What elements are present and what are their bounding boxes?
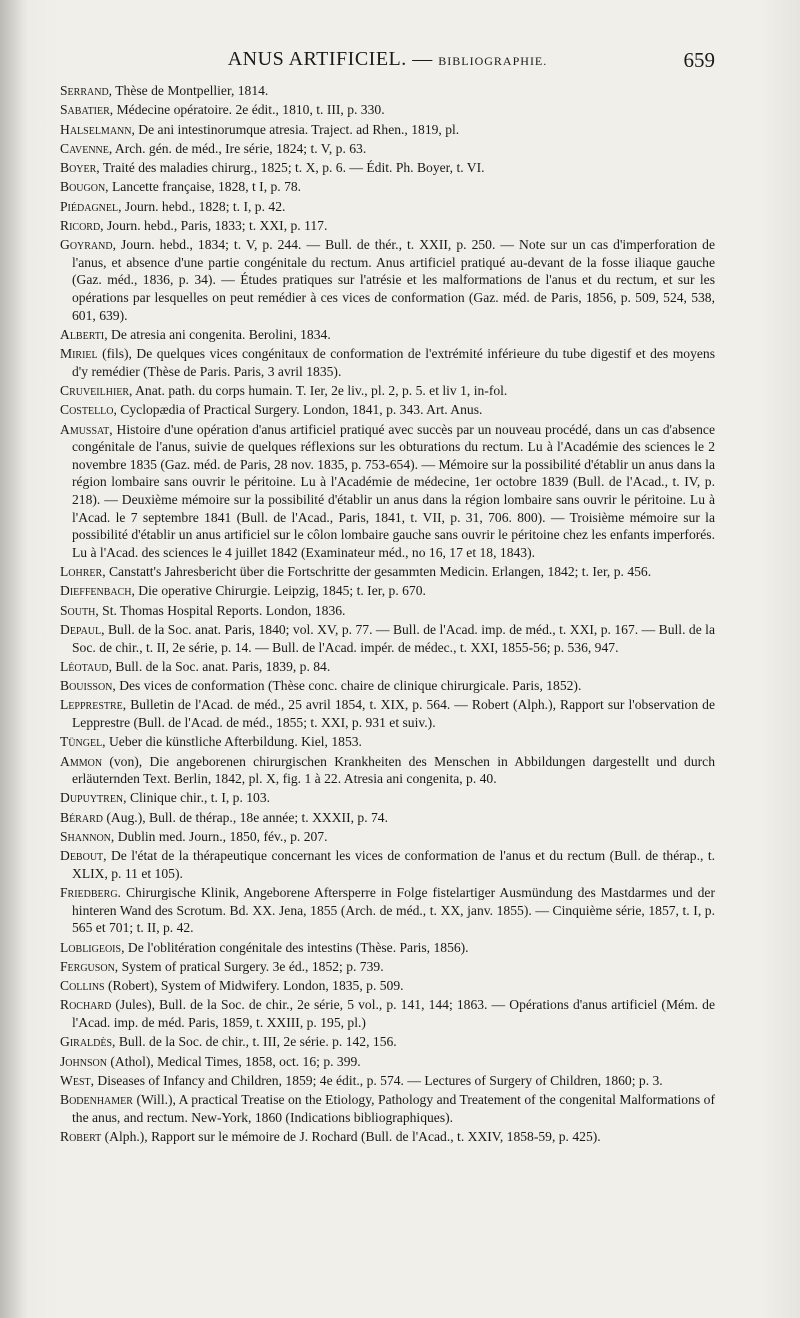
bibliography-entry — [60, 1128, 715, 1146]
entry-text: Anat. path. du corps humain. T. Ier, 2e liv., pl. 2, p. 5. et liv 1, in-fol. — [132, 383, 508, 399]
bibliography-entry — [60, 345, 715, 380]
entry-author: Goyrand, — [60, 237, 116, 253]
bibliography-entry — [60, 753, 715, 788]
running-title-main: ANUS ARTIFICIEL. — — [227, 48, 439, 70]
entry-author: West, — [60, 1072, 95, 1088]
entry-text: System of pratical Surgery. 3e éd., 1852; p. 739. — [118, 958, 384, 974]
entry-author: Ricord, — [60, 217, 104, 233]
binding-shadow — [0, 0, 28, 1318]
entry-text: Die operative Chirurgie. Leipzig, 1845; t. Ier, p. 670. — [134, 583, 426, 599]
entry-author: Rochard — [60, 997, 112, 1013]
bibliography-entry — [60, 1091, 715, 1126]
entry-text: (Jules), Bull. de la Soc. de chir., 2e série, 5 vol., p. 141, 144; 1863. — Opérations d'anus artificiel (Mém. de l'Acad. imp. de méd. Paris, 1859, t. XXIII, p. 195, pl.) — [72, 997, 715, 1030]
bibliography-list — [60, 82, 715, 1147]
entry-text: Des vices de conformation (Thèse conc. chaire de clinique chirurgicale. Paris, 1852). — [115, 678, 582, 694]
entry-text: Thèse de Montpellier, 1814. — [112, 83, 269, 98]
bibliography-entry — [60, 140, 715, 158]
page-number: 659 — [683, 48, 715, 72]
bibliography-entry — [60, 382, 715, 400]
entry-author: Amussat, — [60, 421, 113, 437]
entry-text: Diseases of Infancy and Children, 1859; 4e édit., p. 574. — Lectures of Surgery of Children, 1860; p. 3. — [94, 1072, 663, 1088]
entry-author: Serrand, — [60, 83, 113, 98]
bibliography-entry — [60, 1072, 715, 1090]
entry-text: Dublin med. Journ., 1850, fév., p. 207. — [114, 828, 328, 844]
entry-author: Robert — [60, 1129, 102, 1144]
entry-text: (von), Die angeborenen chirurgischen Krankheiten des Menschen in Abbildungen dargestellt und durch erläuternden Text. Berlin, 1842, pl. X, fig. 1 à 22. Atresia ani congenita, p. 40. — [72, 753, 715, 787]
entry-author: Halselmann, — [60, 121, 135, 137]
bibliography-entry — [60, 996, 715, 1031]
bibliography-entry — [60, 178, 715, 196]
entry-text: Lancette française, 1828, t I, p. 78. — [108, 179, 302, 195]
entry-text: Journ. hebd., Paris, 1833; t. XXI, p. 117. — [103, 217, 328, 233]
entry-text: (Will.), A practical Treatise on the Etiology, Pathology and Treatement of the congenital Malformations of the anus, and rectum. New-York, 1860 (Indications bibliographiques). — [72, 1092, 715, 1125]
entry-text: (Athol), Medical Times, 1858, oct. 16; p. 399. — [106, 1053, 361, 1069]
entry-text: Canstatt's Jahresbericht über die Fortschritte der gesammten Medicin. Erlangen, 1842; t. Ier, p. 456. — [105, 564, 652, 580]
entry-text: Journ. hebd., 1828; t. I, p. 42. — [121, 198, 286, 214]
entry-author: Giraldès, — [60, 1034, 116, 1050]
bibliography-entry — [60, 198, 715, 216]
entry-author: Lepprestre, — [60, 697, 127, 713]
bibliography-entry — [60, 1053, 715, 1071]
entry-author: Sabatier, — [60, 102, 114, 118]
bibliography-entry — [60, 236, 715, 324]
running-title-section: BIBLIOGRAPHIE. — [438, 54, 548, 68]
bibliography-entry — [60, 958, 715, 976]
entry-text: (Aug.), Bull. de thérap., 18e année; t. XXXII, p. 74. — [102, 809, 388, 825]
entry-author: Lohrer, — [60, 564, 106, 580]
entry-author: Lobligeois, — [60, 939, 125, 955]
entry-text: Arch. gén. de méd., Ire série, 1824; t. V, p. 63. — [112, 140, 367, 156]
entry-text: St. Thomas Hospital Reports. London, 1836. — [98, 602, 346, 618]
entry-author: Miriel — [60, 346, 98, 362]
entry-text: Bull. de la Soc. anat. Paris, 1840; vol. XV, p. 77. — Bull. de l'Acad. imp. de méd., t. XXI, p. 167. — Bull. de la Soc. de chir., t. II, 2e série, p. 14. — Bull. de l'Acad. impér. de médec., t. XXI, 1855-56; p. 536, 947. — [72, 621, 715, 655]
entry-author: Shannon, — [60, 828, 115, 844]
entry-text: Bull. de la Soc. anat. Paris, 1839, p. 84. — [112, 658, 331, 674]
bibliography-entry — [60, 696, 715, 731]
bibliography-entry — [60, 602, 715, 620]
bibliography-entry — [60, 733, 715, 751]
entry-text: (fils), De quelques vices congénitaux de conformation de l'extrémité inférieure du tube digestif et des moyens d'y remédier (Thèse de Paris. Paris, 3 avril 1835). — [72, 346, 715, 379]
entry-text: Histoire d'une opération d'anus artificiel pratiqué avec succès par un nouveau procédé, dans un cas d'absence congénitale de l'anus, suivie de quelques réflexions sur les obturations du rectum. Lu à l'Académie des sciences le 2 novembre 1835 (Gaz. méd. de Paris, 28 nov. 1835, p. 753-654). — Mémoire sur la possibilité d'établir un anus dans la région lombaire sans ouvrir le péritoine. Lu à l'Académie de médecine, 1er octobre 1839 (Bull. de l'Acad., t. IV, p. 218). — Deuxième mémoire sur la possibilité d'établir un anus dans la région lombaire sans ouvrir le péritoine. Lu à l'Acad. le 7 septembre 1841 (Bull. de l'Acad., Paris, 1841, t. VII, p. 31, 706. 800). — Troisième mémoire sur la possibilité d'établir un anus artificiel sur le côlon lombaire gauche sans ouvrir le péritoine chez les enfants imperforés. Lu à l'Acad. des sciences le 4 juillet 1842 (Examinateur méd., no 16, 17 et 18, 1843). — [72, 421, 715, 560]
entry-author: Ferguson, — [60, 958, 119, 974]
entry-author: Bouisson, — [60, 678, 116, 694]
entry-text: Traité des maladies chirurg., 1825; t. X, p. 6. — Édit. Ph. Boyer, t. VI. — [99, 160, 485, 176]
entry-author: Bodenhamer — [60, 1092, 133, 1108]
entry-author: Friedberg. — [60, 885, 121, 901]
entry-author: Alberti, — [60, 326, 108, 342]
bibliography-entry — [60, 1033, 715, 1051]
running-header — [60, 44, 715, 74]
entry-text: De l'oblitération congénitale des intestins (Thèse. Paris, 1856). — [124, 939, 469, 955]
entry-text: (Alph.), Rapport sur le mémoire de J. Rochard (Bull. de l'Acad., t. XXIV, 1858-59, p. 425). — [101, 1129, 601, 1144]
entry-author: Johnson — [60, 1053, 107, 1069]
running-title — [60, 48, 715, 71]
bibliography-entry — [60, 677, 715, 695]
bibliography-entry — [60, 828, 715, 846]
entry-author: Collins — [60, 978, 105, 994]
entry-author: Cavenne, — [60, 140, 113, 156]
bibliography-entry — [60, 401, 715, 419]
entry-text: Chirurgische Klinik, Angeborene Aftersperre in Folge fistelartiger Ausmündung des Mastdarmes und der hinteren Wand des Scrotum. Bd. XX. Jena, 1855 (Arch. de méd., t. XX, janv. 1855). — Cinquième série, 1857, t. I, p. 565 et 701; t. II, p. 42. — [72, 885, 715, 936]
entry-author: Dupuytren, — [60, 790, 127, 806]
bibliography-entry — [60, 582, 715, 600]
entry-author: South, — [60, 602, 99, 618]
bibliography-entry — [60, 847, 715, 882]
entry-text: Bull. de la Soc. de chir., t. III, 2e série. p. 142, 156. — [115, 1034, 397, 1050]
entry-author: Debout, — [60, 848, 107, 864]
bibliography-entry — [60, 159, 715, 177]
entry-author: Boyer, — [60, 160, 100, 176]
entry-text: (Robert), System of Midwifery. London, 1835, p. 509. — [104, 978, 404, 994]
entry-text: De ani intestinorumque atresia. Traject. ad Rhen., 1819, pl. — [134, 121, 460, 137]
entry-author: Cruveilhier, — [60, 383, 133, 399]
entry-text: Clinique chir., t. I, p. 103. — [126, 790, 271, 806]
entry-author: Costello, — [60, 402, 117, 418]
bibliography-entry — [60, 658, 715, 676]
bibliography-entry — [60, 217, 715, 235]
bibliography-entry — [60, 884, 715, 937]
entry-text: De l'état de la thérapeutique concernant les vices de conformation de l'anus et du rectum (Bull. de thérap., t. XLIX, p. 11 et 105). — [72, 848, 715, 881]
bibliography-entry — [60, 809, 715, 827]
bibliography-entry — [60, 939, 715, 957]
entry-text: De atresia ani congenita. Berolini, 1834. — [107, 326, 331, 342]
entry-text: Cyclopædia of Practical Surgery. London, 1841, p. 343. Art. Anus. — [116, 402, 483, 418]
entry-text: Journ. hebd., 1834; t. V, p. 244. — Bull. de thér., t. XXII, p. 250. — Note sur un cas d'imperforation de l'anus, et absence d'une partie congénitale du rectum. Anus artificiel pratiqué au-devant de la fosse iliaque gauche (Gaz. méd., 1836, p. 34). — Études pratiques sur l'atrésie et les malformations de l'anus et du rectum, et sur les opérations par lesquelles on peut remédier à ces vices de conformation (Gaz. méd. de Paris, 1856, p. 509, 524, 538, 601, 639). — [72, 237, 715, 323]
entry-author: Ammon — [60, 753, 103, 769]
entry-author: Depaul, — [60, 621, 105, 637]
bibliography-entry — [60, 82, 715, 100]
entry-author: Léotaud, — [60, 658, 113, 674]
bibliography-entry — [60, 101, 715, 119]
entry-author: Bougon, — [60, 179, 109, 195]
entry-text: Médecine opératoire. 2e édit., 1810, t. III, p. 330. — [113, 102, 385, 118]
entry-author: Piédagnel, — [60, 198, 122, 214]
entry-author: Dieffenbach, — [60, 583, 135, 599]
entry-text: Bulletin de l'Acad. de méd., 25 avril 1854, t. XIX, p. 564. — Robert (Alph.), Rapport sur l'observation de Lepprestre (Bull. de l'Acad. de méd., 1855; t. XXI, p. 931 et suiv.). — [72, 697, 715, 730]
bibliography-entry — [60, 326, 715, 344]
bibliography-entry — [60, 563, 715, 581]
entry-author: Bérard — [60, 809, 103, 825]
bibliography-entry — [60, 121, 715, 139]
entry-author: Tüngel, — [60, 734, 106, 750]
bibliography-entry — [60, 977, 715, 995]
bibliography-entry — [60, 621, 715, 656]
entry-text: Ueber die künstliche Afterbildung. Kiel, 1853. — [105, 734, 362, 750]
bibliography-entry — [60, 789, 715, 807]
bibliography-entry — [60, 421, 715, 562]
